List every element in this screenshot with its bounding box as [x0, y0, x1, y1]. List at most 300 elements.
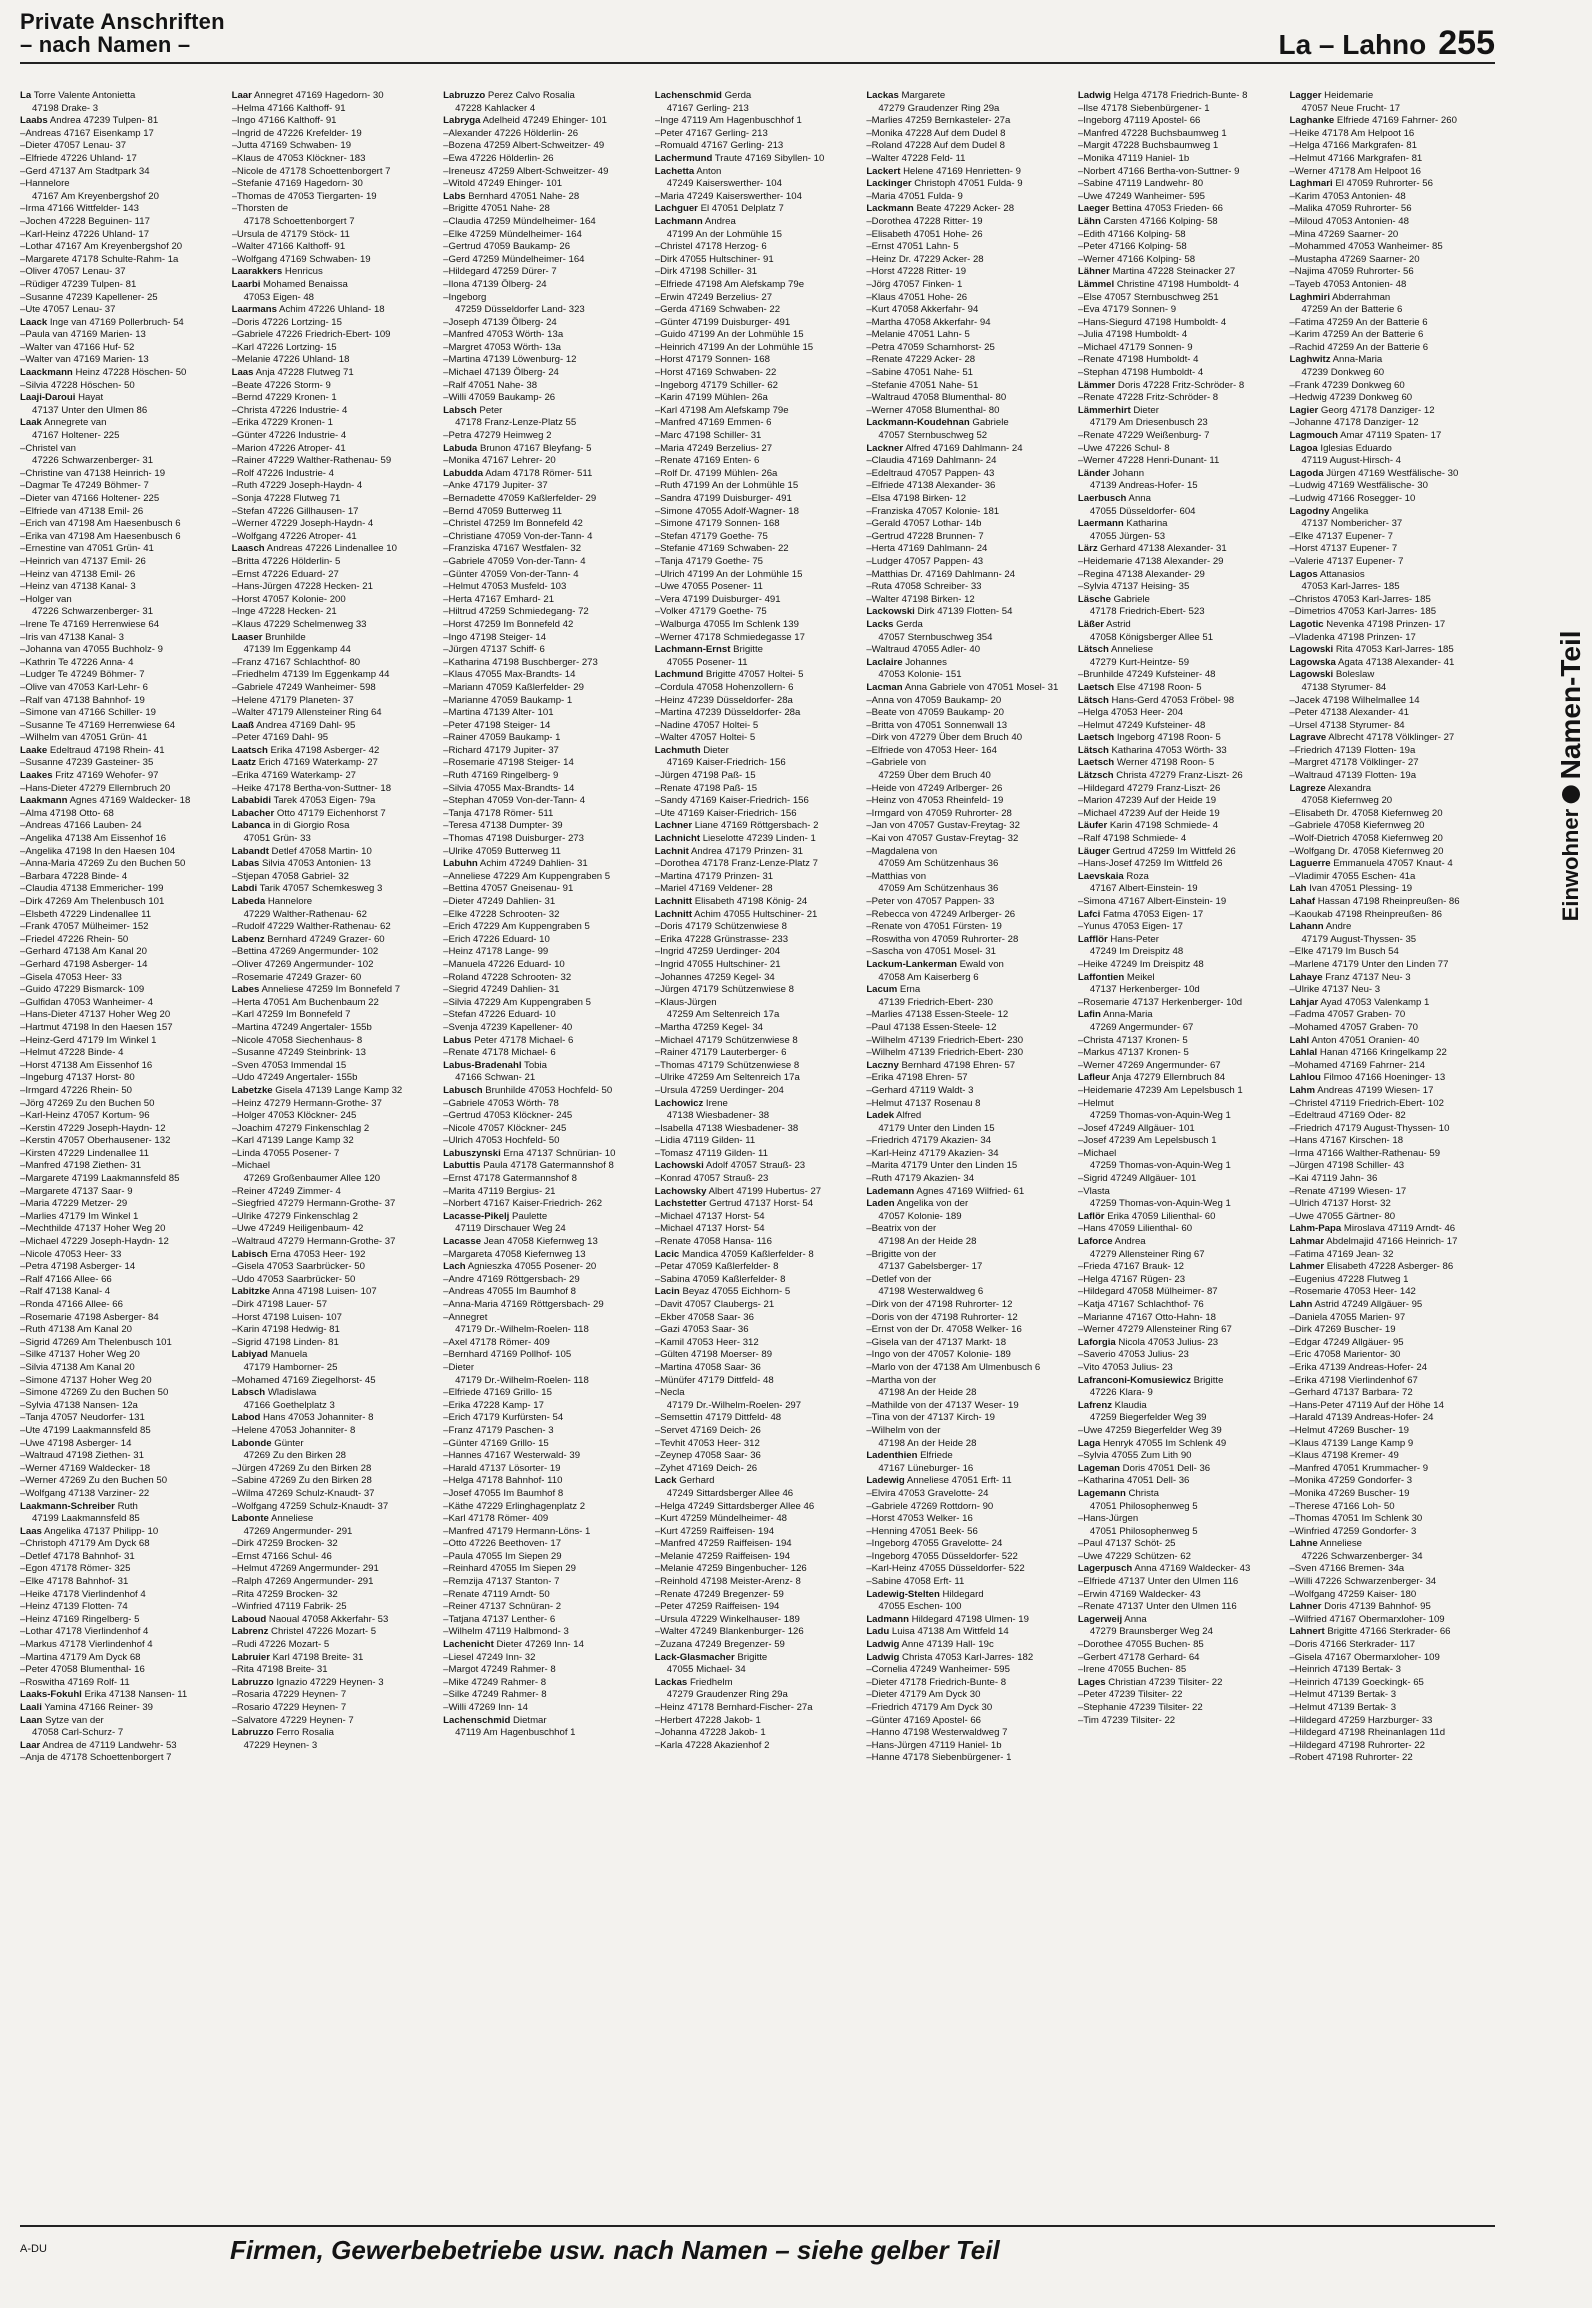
directory-entry: –Ekber 47058 Saar- 36: [654, 1311, 754, 1323]
directory-entry: –Doris 47226 Lortzing- 15: [231, 316, 342, 328]
directory-entry: –Horst 47057 Kolonie- 200: [231, 593, 346, 605]
directory-entry: Lafranconi-Komusiewicz Brigitte: [1077, 1374, 1224, 1386]
directory-entry: –Klaus 47229 Schelmenweg 33: [231, 618, 367, 630]
directory-entry: –Vladenka 47198 Prinzen- 17: [1289, 631, 1416, 643]
directory-entry: Lack-Glasmacher Brigitte: [654, 1651, 768, 1663]
directory-entry: –Rosemarie 47249 Grazer- 60: [231, 971, 362, 983]
directory-entry: –Ralf 47166 Allee- 66: [20, 1273, 112, 1285]
directory-entry: –Heinz 47169 Ringelberg- 5: [20, 1613, 140, 1625]
directory-entry: –Sandra 47199 Duisburger- 491: [654, 493, 792, 504]
directory-entry: –Erika 47229 Kronen- 1: [231, 417, 333, 429]
directory-entry: 47259 Thomas-von-Aquin-Weg 1: [1089, 1160, 1231, 1172]
directory-entry: Lachenicht Dieter 47269 Inn- 14: [443, 1639, 584, 1651]
directory-entry: –Hans-Dieter 47137 Hoher Weg 20: [20, 1009, 171, 1021]
directory-entry: –Stefanie 47169 Schwaben- 22: [654, 543, 789, 555]
directory-entry: –Helga 47167 Rügen- 23: [1077, 1273, 1186, 1285]
directory-entry: 47057 Sternbuschweg 52: [878, 430, 988, 442]
directory-entry: –Mohamed 47057 Graben- 70: [1289, 1021, 1419, 1033]
directory-entry: –Sabine 47119 Landwehr- 80: [1077, 178, 1204, 190]
directory-entry: Lämmer Doris 47228 Fritz-Schröder- 8: [1077, 379, 1245, 391]
directory-entry: –Gabriele 47269 Rottdorn- 90: [866, 1500, 994, 1512]
directory-entry: Lagowska Agata 47138 Alexander- 41: [1289, 656, 1455, 668]
directory-entry: Lach Agnieszka 47055 Posener- 20: [443, 1261, 597, 1273]
directory-entry: –Werner 47058 Blumenthal- 80: [866, 404, 1000, 416]
directory-entry: –Rainer 47229 Walther-Rathenau- 59: [231, 455, 392, 467]
directory-entry: –Vito 47053 Julius- 23: [1077, 1361, 1173, 1373]
directory-entry: –Dieter 47057 Lenau- 37: [20, 140, 127, 152]
directory-entry: –Werner 47178 Am Helpoot 16: [1289, 165, 1422, 177]
directory-entry: –Petra 47279 Heimweg 2: [443, 430, 552, 442]
directory-entry: Labsch Wladislawa: [231, 1387, 317, 1399]
directory-entry: 47198 Westerwaldweg 6: [878, 1286, 984, 1298]
directory-entry: –Marita 47179 Unter den Linden 15: [866, 1160, 1018, 1172]
directory-entry: Lackmann Beate 47229 Acker- 28: [866, 203, 1015, 215]
directory-entry: Lahaye Franz 47137 Neu- 3: [1289, 971, 1411, 983]
directory-entry: –Ingeborg 47055 Gravelotte- 24: [866, 1538, 1003, 1550]
directory-entry: –Margareta 47058 Kiefernweg 13: [443, 1248, 586, 1260]
footer-message: Firmen, Gewerbebetriebe usw. nach Namen – siehe gelber Teil: [230, 2235, 1000, 2265]
directory-entry: –Renate 47198 Paß- 15: [654, 782, 758, 794]
directory-entry: –Günter 47199 Duisburger- 491: [654, 316, 791, 328]
directory-entry: –Detlef von der: [866, 1273, 932, 1285]
directory-entry: –Zyhet 47169 Deich- 26: [654, 1462, 758, 1474]
directory-entry: 47259 Thomas-von-Aquin-Weg 1: [1089, 1110, 1231, 1122]
directory-entry: –Margret 47053 Wörth- 13a: [443, 341, 562, 353]
directory-entry: –Renate 47229 Acker- 28: [866, 354, 976, 366]
directory-entry: –Martha 47259 Kegel- 34: [654, 1021, 764, 1033]
directory-entry: 47179 August-Thyssen- 35: [1301, 933, 1417, 945]
directory-entry: –Ruth 47179 Akazien- 34: [866, 1173, 975, 1185]
directory-entry: Länder Johann: [1077, 467, 1145, 479]
directory-entry: –Gabriele 47053 Wörth- 78: [443, 1097, 559, 1109]
directory-entry: Laetsch Werner 47198 Roon- 5: [1077, 757, 1215, 769]
directory-entry: –Klaus 47139 Lange Kamp 9: [1289, 1437, 1414, 1449]
directory-entry: –Ilse 47178 Siebenbürgener- 1: [1077, 102, 1210, 114]
directory-entry: –Ludger 47057 Pappen- 43: [866, 555, 984, 567]
directory-entry: –Sigrid 47249 Allgäuer- 101: [1077, 1173, 1197, 1185]
directory-entry: –Ewa 47226 Hölderlin- 26: [443, 152, 554, 164]
section-title-line2: – nach Namen –: [20, 32, 191, 57]
directory-entry: Lachnit Andrea 47179 Prinzen- 31: [654, 845, 804, 857]
directory-entry: Lahm-Papa Miroslava 47119 Arndt- 46: [1289, 1223, 1456, 1235]
directory-entry: Lähner Martina 47228 Steinacker 27: [1077, 266, 1236, 278]
directory-entry: –Elke 47228 Schrooten- 32: [443, 908, 560, 920]
directory-entry: –Walter 47179 Allensteiner Ring 64: [231, 707, 382, 719]
directory-entry: 47139 Andreas-Hofer- 15: [1089, 480, 1198, 492]
directory-entry: –Claudia 47138 Emmericher- 199: [20, 883, 164, 895]
directory-entry: –Melanie 47226 Uhland- 18: [231, 354, 350, 366]
directory-entry: Laclaire Johannes: [866, 656, 947, 668]
directory-entry: –Anneliese 47229 Am Kuppengraben 5: [443, 870, 611, 882]
directory-entry: –Manfred 47198 Ziethen- 31: [20, 1160, 142, 1172]
directory-entry: Labas Silvia 47053 Antonien- 13: [231, 858, 371, 870]
directory-entry: –Kamil 47053 Heer- 312: [654, 1336, 759, 1348]
directory-entry: 47199 An der Lohmühle 15: [666, 228, 782, 240]
directory-entry: –Heide von 47249 Arlberger- 26: [866, 782, 1003, 794]
directory-entry: –Dorothea 47178 Franz-Lenze-Platz 7: [654, 858, 818, 870]
directory-entry: –Ute 47169 Kaiser-Friedrich- 156: [654, 807, 797, 819]
directory-entry: Laake Edeltraud 47198 Rhein- 41: [20, 744, 165, 756]
directory-entry: –Marlo von der 47138 Am Ulmenbusch 6: [866, 1361, 1041, 1373]
directory-entry: 47279 Allensteiner Ring 67: [1089, 1248, 1205, 1260]
directory-entry: –Rolf 47226 Industrie- 4: [231, 467, 334, 479]
directory-entry: –Heinz 47178 Lange- 99: [443, 946, 549, 958]
directory-entry: –Dieter 47249 Dahlien- 31: [443, 896, 556, 907]
directory-entry: –Maria 47051 Fulda- 9: [866, 190, 963, 202]
directory-entry: –Manfred 47051 Krummacher- 9: [1289, 1462, 1429, 1474]
directory-entry: –Stefan 47179 Goethe- 75: [654, 530, 768, 542]
directory-entry: –Walter 47228 Feld- 11: [866, 152, 966, 164]
directory-entry: Lackner Alfred 47169 Dahlmann- 24: [866, 442, 1023, 454]
directory-entry: –Mohammed 47053 Wanheimer- 85: [1289, 241, 1443, 253]
directory-entry: –Edeltraud 47057 Pappen- 43: [866, 467, 995, 479]
directory-entry: 47167 Lüneburger- 16: [878, 1462, 974, 1474]
directory-entry: –Guido 47229 Bismarck- 109: [20, 984, 145, 996]
directory-entry: –Elke 47137 Eupener- 7: [1289, 530, 1393, 542]
directory-entry: –Doris 47166 Sterkrader- 117: [1289, 1639, 1416, 1651]
directory-entry: Lahmar Abdelmajid 47166 Heinrich- 17: [1289, 1236, 1458, 1248]
directory-entry: –Ursula de 47179 Stöck- 11: [231, 228, 350, 240]
directory-entry: –Thomas 47051 Im Schlenk 30: [1289, 1513, 1423, 1525]
directory-entry: –Rudolf 47229 Walther-Rathenau- 62: [231, 921, 391, 933]
directory-entry: –Peter 47058 Blumenthal- 16: [20, 1664, 145, 1676]
directory-entry: –Rainer 47179 Lauterberger- 6: [654, 1047, 787, 1059]
directory-entry: –Angelika 47138 Am Eissenhof 16: [20, 833, 167, 845]
directory-entry: Lackert Helene 47169 Henrietten- 9: [866, 165, 1021, 177]
directory-entry: Lackas Friedhelm: [654, 1676, 733, 1688]
directory-entry: –Wilhelm 47139 Friedrich-Ebert- 230: [866, 1034, 1024, 1046]
directory-entry: –Peter 47169 Dahl- 95: [231, 732, 329, 744]
page-header: [20, 10, 1495, 64]
directory-entry: Lafrenz Klaudia: [1077, 1399, 1147, 1411]
directory-entry: –Eric 47058 Marientor- 30: [1289, 1349, 1401, 1361]
directory-entry: –Herta 47167 Emhard- 21: [443, 593, 555, 605]
directory-entry: Labs Bernhard 47051 Nahe- 28: [443, 190, 580, 202]
directory-entry: –Sven 47166 Bremen- 34a: [1289, 1563, 1405, 1575]
directory-entry: –Heinz 47139 Flotten- 74: [20, 1601, 128, 1613]
directory-entry: –Wilfried 47167 Obermarxloher- 109: [1289, 1613, 1445, 1625]
directory-column: [1289, 90, 1495, 2215]
directory-entry: 47169 Kaiser-Friedrich- 156: [666, 757, 786, 769]
directory-entry: Laerbusch Anna: [1077, 493, 1151, 504]
directory-entry: Labdi Tarik 47057 Schemkesweg 3: [231, 883, 383, 895]
directory-entry: –Holger van: [20, 593, 72, 605]
directory-entry: 47051 Grün- 33: [243, 833, 311, 845]
directory-entry: –Wilhelm von der: [866, 1424, 941, 1436]
directory-entry: –Sylvia 47137 Heising- 35: [1077, 581, 1190, 593]
directory-entry: –Svenja 47239 Kapellener- 40: [443, 1021, 573, 1033]
directory-entry: –Heinrich 47139 Bertak- 3: [1289, 1664, 1401, 1676]
directory-entry: –Ulrike 47279 Finkenschlag 2: [231, 1210, 358, 1222]
directory-entry: –Marion 47239 Auf der Heide 19: [1077, 795, 1217, 807]
directory-entry: –Irene 47055 Buchen- 85: [1077, 1664, 1187, 1676]
directory-entry: –Hildegard 47259 Harzburger- 33: [1289, 1714, 1433, 1726]
directory-entry: –Olive van 47053 Karl-Lehr- 6: [20, 681, 148, 693]
directory-entry: –Simone 47137 Hoher Weg 20: [20, 1374, 152, 1386]
directory-entry: –Martha 47058 Akkerfahr- 94: [866, 316, 991, 328]
directory-entry: –Monika 47259 Gondorfer- 3: [1289, 1475, 1413, 1487]
directory-entry: 47198 An der Heide 28: [878, 1387, 977, 1399]
directory-entry: –Helmut 47249 Kufsteiner- 48: [1077, 719, 1206, 731]
directory-entry: –Petra 47059 Scharnhorst- 25: [866, 341, 995, 353]
directory-entry: Lachowski Adolf 47057 Strauß- 23: [654, 1160, 806, 1172]
directory-entry: –Therese 47166 Loh- 50: [1289, 1500, 1395, 1512]
directory-entry: –Holger 47053 Klöckner- 245: [231, 1110, 357, 1122]
directory-entry: Laas Anja 47228 Flutweg 71: [231, 367, 354, 379]
directory-entry: Lachnitt Achim 47055 Hultschiner- 21: [654, 908, 818, 920]
directory-entry: –Hanne 47178 Siebenbürgener- 1: [866, 1752, 1012, 1764]
directory-entry: Laaji-Daroui Hayat: [20, 392, 104, 404]
directory-entry: –Robert 47198 Ruhrorter- 22: [1289, 1752, 1413, 1764]
directory-entry: Lachguer El 47051 Delplatz 7: [654, 203, 784, 215]
directory-entry: –Christoph 47179 Am Dyck 68: [20, 1538, 150, 1550]
directory-entry: –Volker 47179 Goethe- 75: [654, 606, 767, 618]
directory-column: [866, 90, 1072, 2215]
directory-entry: Labudda Adam 47178 Römer- 511: [443, 467, 593, 479]
directory-entry: –Salvatore 47229 Heynen- 7: [231, 1714, 354, 1726]
directory-entry: Lacks Gerda: [866, 618, 923, 630]
directory-entry: –Kirsten 47229 Lindenallee 11: [20, 1147, 149, 1159]
directory-entry: 47167 Holtener- 225: [32, 430, 120, 442]
directory-entry: Labruzzo Ignazio 47229 Heynen- 3: [231, 1676, 384, 1688]
directory-entry: 47249 Kaiserswerther- 104: [666, 178, 782, 190]
directory-entry: –Jochen 47228 Beguinen- 117: [20, 215, 150, 227]
directory-entry: –Martina 47058 Saar- 36: [654, 1361, 761, 1373]
directory-entry: Lahl Anton 47051 Oranien- 40: [1289, 1034, 1420, 1046]
directory-entry: –Willi 47226 Schwarzenberger- 34: [1289, 1576, 1437, 1588]
directory-entry: –Uwe 47055 Gärtner- 80: [1289, 1210, 1396, 1222]
directory-entry: Laforce Andrea: [1077, 1236, 1146, 1248]
directory-entry: –Mike 47249 Rahmer- 8: [443, 1676, 547, 1688]
directory-entry: –Rosemarie 47137 Herkenberger- 10d: [1077, 996, 1243, 1008]
directory-entry: Lachnicht Lieselotte 47239 Linden- 1: [654, 833, 816, 845]
directory-entry: Laarbi Mohamed Benaissa: [231, 278, 348, 290]
directory-entry: –Michael 47179 Sonnen- 9: [1077, 341, 1193, 353]
directory-entry: –Tim 47239 Tilsiter- 22: [1077, 1714, 1176, 1726]
directory-entry: –Michael 47239 Auf der Heide 19: [1077, 807, 1220, 819]
directory-entry: –Hildegard 47279 Franz-Liszt- 26: [1077, 782, 1221, 794]
directory-entry: –Ingeburg 47137 Horst- 80: [20, 1072, 135, 1084]
directory-entry: –Romuald 47167 Gerling- 213: [654, 140, 784, 152]
directory-entry: –Marlies 47179 Im Winkel 1: [20, 1210, 139, 1222]
directory-entry: –Jürgen 47137 Schiff- 6: [443, 644, 545, 656]
directory-entry: –Elfriede 47137 Unter den Ulmen 116: [1077, 1576, 1239, 1588]
directory-entry: –Gülten 47198 Moerser- 89: [654, 1349, 773, 1361]
directory-entry: Lähn Carsten 47166 Kolping- 58: [1077, 215, 1218, 227]
directory-entry: –Ruta 47058 Schreiber- 33: [866, 581, 982, 593]
directory-entry: Lätzsch Christa 47279 Franz-Liszt- 26: [1077, 770, 1243, 782]
directory-entry: –Jutta 47169 Schwaben- 19: [231, 140, 352, 152]
directory-entry: Lachowsky Albert 47199 Hubertus- 27: [654, 1185, 822, 1197]
directory-entry: –Rudi 47226 Mozart- 5: [231, 1639, 330, 1651]
directory-entry: –Siegrid 47249 Dahlien- 31: [443, 984, 560, 996]
directory-entry: –Uwe 47055 Posener- 11: [654, 581, 763, 593]
directory-entry: Lachermund Traute 47169 Sibyllen- 10: [654, 152, 825, 164]
directory-entry: –Matthias Dr. 47169 Dahlmann- 24: [866, 568, 1016, 580]
directory-entry: –Witold 47249 Ehinger- 101: [443, 178, 563, 190]
directory-entry: 47279 Braunsberger Weg 24: [1089, 1626, 1213, 1638]
directory-entry: Labuhn Achim 47249 Dahlien- 31: [443, 858, 588, 870]
directory-entry: –Ronda 47166 Allee- 66: [20, 1299, 123, 1310]
directory-entry: –Hildegard 47198 Rheinanlagen 11d: [1289, 1727, 1446, 1739]
directory-entry: –Irene Te 47169 Herrenwiese 64: [20, 618, 160, 630]
directory-entry: –Rolf Dr. 47199 Mühlen- 26a: [654, 467, 778, 479]
directory-entry: Lagerpusch Anna 47169 Waldecker- 43: [1077, 1563, 1251, 1575]
directory-entry: Läufer Karin 47198 Schmiede- 4: [1077, 820, 1219, 832]
directory-entry: 47198 Drake- 3: [32, 102, 99, 114]
directory-entry: 47053 Karl-Jarres- 185: [1301, 581, 1400, 593]
directory-entry: –Martina 47139 Alter- 101: [443, 707, 554, 719]
directory-entry: Laforgia Nicola 47053 Julius- 23: [1077, 1336, 1219, 1348]
directory-entry: Labes Anneliese 47259 Im Bonnefeld 7: [231, 984, 401, 996]
directory-entry: –Renate von 47051 Fürsten- 19: [866, 921, 1002, 933]
directory-entry: –Dieter 47178 Friedrich-Bunte- 8: [866, 1676, 1007, 1688]
directory-entry: –Jacek 47198 Wilhelmallee 14: [1289, 694, 1420, 706]
directory-entry: –Tanja 47179 Goethe- 75: [654, 555, 764, 567]
directory-entry: –Erwin 47169 Waldecker- 43: [1077, 1588, 1201, 1600]
directory-entry: –Elfriede 47138 Alexander- 36: [866, 480, 996, 492]
directory-entry: Laack Inge van 47169 Pollerbruch- 54: [20, 316, 184, 328]
directory-entry: –Ursula 47229 Winkelhauser- 189: [654, 1613, 800, 1625]
directory-entry: –Dieter 47179 Am Dyck 30: [866, 1689, 981, 1701]
directory-entry: –Ernst 47166 Schul- 46: [231, 1550, 332, 1562]
directory-entry: –Thomas 47198 Duisburger- 273: [443, 833, 584, 845]
directory-entry: –Fadma 47057 Graben- 70: [1289, 1009, 1406, 1021]
directory-entry: –Tevhit 47053 Heer- 312: [654, 1437, 760, 1449]
directory-entry: –Stefanie 47051 Nahe- 51: [866, 379, 979, 391]
directory-entry: –Tanja 47057 Neudorfer- 131: [20, 1412, 145, 1424]
directory-entry: –Roswitha von 47059 Ruhrorter- 28: [866, 933, 1019, 945]
directory-entry: –Christel van: [20, 442, 76, 454]
directory-entry: –Walter 47198 Birken- 12: [866, 593, 975, 605]
directory-entry: –Rosemarie 47053 Heer- 142: [1289, 1286, 1416, 1298]
directory-entry: Labisch Erna 47053 Heer- 192: [231, 1248, 366, 1260]
directory-entry: –Margit 47228 Buchsbaumweg 1: [1077, 140, 1219, 152]
directory-entry: –Rita 47259 Brocken- 32: [231, 1588, 338, 1600]
directory-entry: –Ludwig 47166 Rosegger- 10: [1289, 493, 1416, 504]
directory-entry: Laaß Andrea 47169 Dahl- 95: [231, 719, 356, 731]
directory-entry: –Sabine 47051 Nahe- 51: [866, 367, 973, 379]
directory-entry: –Gerhard 47198 Asberger- 14: [20, 958, 148, 970]
directory-entry: 47057 Kolonie- 189: [878, 1210, 962, 1222]
directory-entry: Lachstetter Gertrud 47137 Horst- 54: [654, 1198, 814, 1210]
directory-entry: –Heike 47178 Vierlindenhof 4: [20, 1588, 146, 1600]
directory-entry: –Konrad 47057 Strauß- 23: [654, 1173, 769, 1185]
directory-entry: –Wolfgang 47138 Varziner- 22: [20, 1487, 150, 1499]
directory-entry: –Tina von der 47137 Kirch- 19: [866, 1412, 996, 1424]
directory-entry: –Günter 47059 Von-der-Tann- 4: [443, 568, 579, 580]
directory-entry: –Winfried 47119 Fabrik- 25: [231, 1601, 347, 1613]
directory-entry: Labod Hans 47053 Johanniter- 8: [231, 1412, 374, 1424]
directory-entry: 47279 Graudenzer Ring 29a: [666, 1689, 788, 1701]
directory-entry: –Semsettin 47179 Dittfeld- 48: [654, 1412, 782, 1424]
directory-entry: Laeger Bettina 47053 Frieden- 66: [1077, 203, 1223, 215]
directory-entry: Lachenschmid Gerda: [654, 90, 752, 101]
directory-entry: –Melanie 47259 Raiffeisen- 194: [654, 1550, 791, 1562]
directory-entry: –Britta von 47051 Sonnenwall 13: [866, 719, 1008, 731]
section-title-line1: Private Anschriften: [20, 9, 225, 34]
directory-entry: –Karin 47199 Mühlen- 26a: [654, 392, 768, 404]
directory-entry: –Renate 47199 Wiesen- 17: [1289, 1185, 1407, 1197]
directory-entry: –Egon 47178 Römer- 325: [20, 1563, 131, 1575]
directory-entry: –Waltraud 47198 Ziethen- 31: [20, 1450, 144, 1462]
directory-entry: –Mathilde von der 47137 Weser- 19: [866, 1399, 1019, 1411]
directory-entry: –Rosemarie 47198 Steiger- 14: [443, 757, 574, 769]
directory-entry: –Mohamed 47169 Fahrner- 214: [1289, 1059, 1425, 1071]
directory-column: [443, 90, 649, 2215]
directory-entry: Laden Angelika von der: [866, 1198, 969, 1210]
directory-entry: –Michael 47137 Horst- 54: [654, 1223, 765, 1235]
directory-entry: 47178 Franz-Lenze-Platz 55: [455, 417, 577, 429]
directory-entry: –Oliver 47057 Lenau- 37: [20, 266, 126, 278]
directory-entry: –Elke 47179 Im Busch 54: [1289, 946, 1399, 958]
directory-entry: 47269 Großenbaumer Allee 120: [243, 1173, 381, 1185]
directory-entry: Lababidi Tarek 47053 Eigen- 79a: [231, 795, 376, 807]
directory-entry: –Renate 47119 Arndt- 50: [443, 1588, 550, 1600]
side-label-small: Einwohner: [1558, 808, 1583, 922]
directory-entry: –Erich 47226 Eduard- 10: [443, 933, 550, 945]
directory-entry: –Stephan 47198 Humboldt- 4: [1077, 367, 1204, 379]
directory-entry: –Andreas 47166 Lauben- 24: [20, 820, 142, 832]
directory-entry: –Ireneusz 47259 Albert-Schweitzer- 49: [443, 165, 609, 177]
directory-entry: Lafci Fatma 47053 Eigen- 17: [1077, 908, 1204, 920]
directory-entry: Labacher Otto 47179 Eichenhorst 7: [231, 807, 386, 819]
directory-entry: –Gerbert 47178 Gerhard- 64: [1077, 1651, 1200, 1663]
directory-entry: –Horst 47169 Schwaben- 22: [654, 367, 777, 379]
directory-entry: –Ulrike 47059 Butterweg 11: [443, 845, 561, 857]
directory-entry: Lärz Gerhard 47138 Alexander- 31: [1077, 543, 1227, 555]
directory-entry: –Michael: [231, 1160, 270, 1172]
directory-entry: 47259 Thomas-von-Aquin-Weg 1: [1089, 1198, 1231, 1210]
directory-entry: –Heinz 47239 Düsseldorfer- 28a: [654, 694, 793, 706]
directory-entry: 47229 Walther-Rathenau- 62: [243, 908, 367, 920]
directory-entry: –Elvira 47053 Gravelotte- 24: [866, 1487, 989, 1499]
directory-entry: –Siegfried 47279 Hermann-Grothe- 37: [231, 1198, 396, 1210]
directory-entry: –Jürgen 47198 Schiller- 43: [1289, 1160, 1405, 1172]
directory-entry: –Kerstin 47057 Oberhausener- 132: [20, 1135, 171, 1147]
directory-entry: Laakmann-Schreiber Ruth: [20, 1500, 138, 1512]
directory-entry: –Silke 47249 Rahmer- 8: [443, 1689, 547, 1701]
directory-entry: –Ernst von der Dr. 47058 Welker- 16: [866, 1324, 1022, 1336]
directory-entry: 47279 Graudenzer Ring 29a: [878, 102, 1000, 114]
directory-entry: –Harald 47139 Andreas-Hofer- 24: [1289, 1412, 1434, 1424]
directory-entry: –Ralph 47269 Angermunder- 291: [231, 1576, 374, 1588]
directory-entry: –Isabella 47138 Wiesbadener- 38: [654, 1122, 799, 1134]
directory-entry: Laaks-Fokuhl Erika 47138 Nansen- 11: [20, 1689, 188, 1701]
directory-entry: –Bettina 47269 Angermunder- 102: [231, 946, 379, 958]
directory-entry: –Marc 47198 Schiller- 31: [654, 430, 762, 442]
directory-entry: 47259 Düsseldorfer Land- 323: [455, 304, 585, 316]
directory-entry: –Vlasta: [1077, 1185, 1110, 1197]
directory-entry: –Gerd 47137 Am Stadtpark 34: [20, 165, 150, 177]
directory-entry: –Udo 47053 Saarbrücker- 50: [231, 1273, 356, 1285]
directory-entry: –Anna-Maria 47169 Röttgersbach- 29: [443, 1299, 604, 1310]
directory-entry: –Karin 47198 Hedwig- 81: [231, 1324, 340, 1336]
directory-entry: –Dimetrios 47053 Karl-Jarres- 185: [1289, 606, 1437, 618]
directory-entry: Lahjar Ayad 47053 Valenkamp 1: [1289, 996, 1430, 1008]
directory-entry: Läsche Gabriele: [1077, 593, 1150, 605]
directory-entry: –Ralf 47198 Schmiede- 4: [1077, 833, 1187, 845]
directory-entry: –Dirk 47055 Hultschiner- 91: [654, 253, 774, 265]
directory-entry: –Petar 47059 Kaßlerfelder- 8: [654, 1261, 779, 1273]
directory-entry: –Hedwig 47239 Donkweg 60: [1289, 392, 1413, 404]
directory-entry: Laga Henryk 47055 Im Schlenk 49: [1077, 1437, 1227, 1449]
directory-entry: 47259 Am Seltenreich 17a: [666, 1009, 780, 1021]
directory-entry: Lahlou Filmoo 47166 Hoeninger- 13: [1289, 1072, 1446, 1084]
page-range: [1278, 24, 1495, 63]
directory-entry: Lagoa Iglesias Eduardo: [1289, 442, 1392, 454]
directory-entry: –Ingrid 47259 Uerdinger- 204: [654, 946, 781, 958]
